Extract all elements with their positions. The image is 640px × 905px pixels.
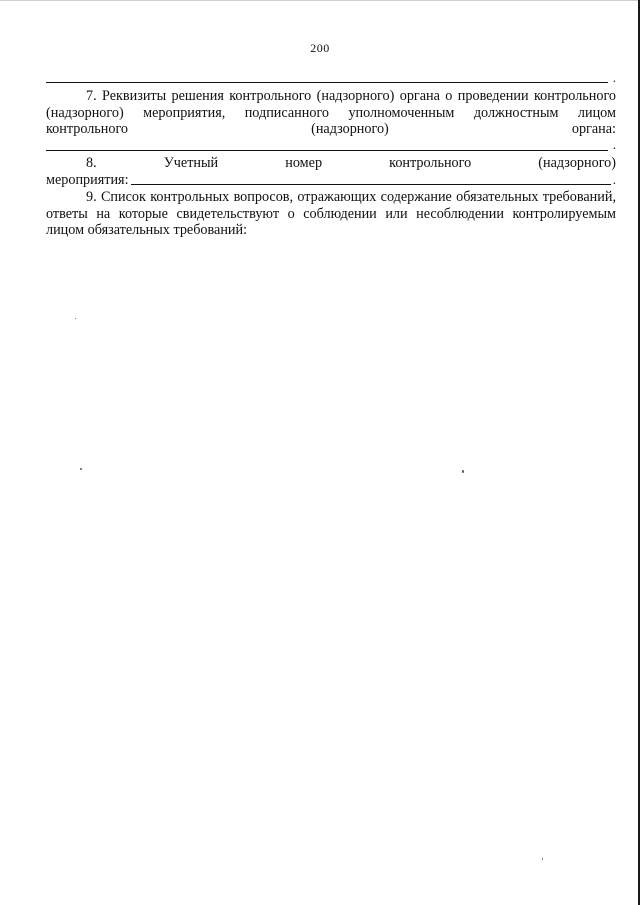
item-9-text: 9. Список контрольных вопросов, отражающих содержание обязательных требований, ответы на которые свидетельствуют о соблюдении или несоблюдении контролируемым лицом обязательных требований: (46, 189, 616, 238)
page-number: 200 (310, 41, 330, 55)
scan-speck (462, 470, 464, 473)
blank-underline (46, 150, 608, 151)
line-end-dot: . (612, 69, 616, 85)
line-end-dot: . (612, 171, 616, 187)
scan-edge-top (0, 0, 640, 1)
scan-speck (80, 468, 82, 470)
item-8-label-tail: мероприятия: (46, 171, 129, 188)
document-body (46, 70, 616, 239)
item-8-fill-line (46, 171, 616, 188)
blank-line-item7 (46, 138, 616, 154)
line-end-dot: . (612, 137, 616, 152)
blank-line-item6 (46, 70, 616, 86)
item-8-text: 8. Учетный номер контрольного (надзорного) (86, 154, 616, 171)
item-7-text: 7. Реквизиты решения контрольного (надзорного) органа о проведении контрольного (надзорного) мероприятия, подписанного уполномоченным должностным лицом контрольного (надзорного) органа: (46, 88, 616, 137)
blank-underline (131, 184, 611, 185)
scan-speck (75, 318, 76, 319)
scan-speck (542, 858, 543, 860)
blank-underline (46, 82, 608, 83)
